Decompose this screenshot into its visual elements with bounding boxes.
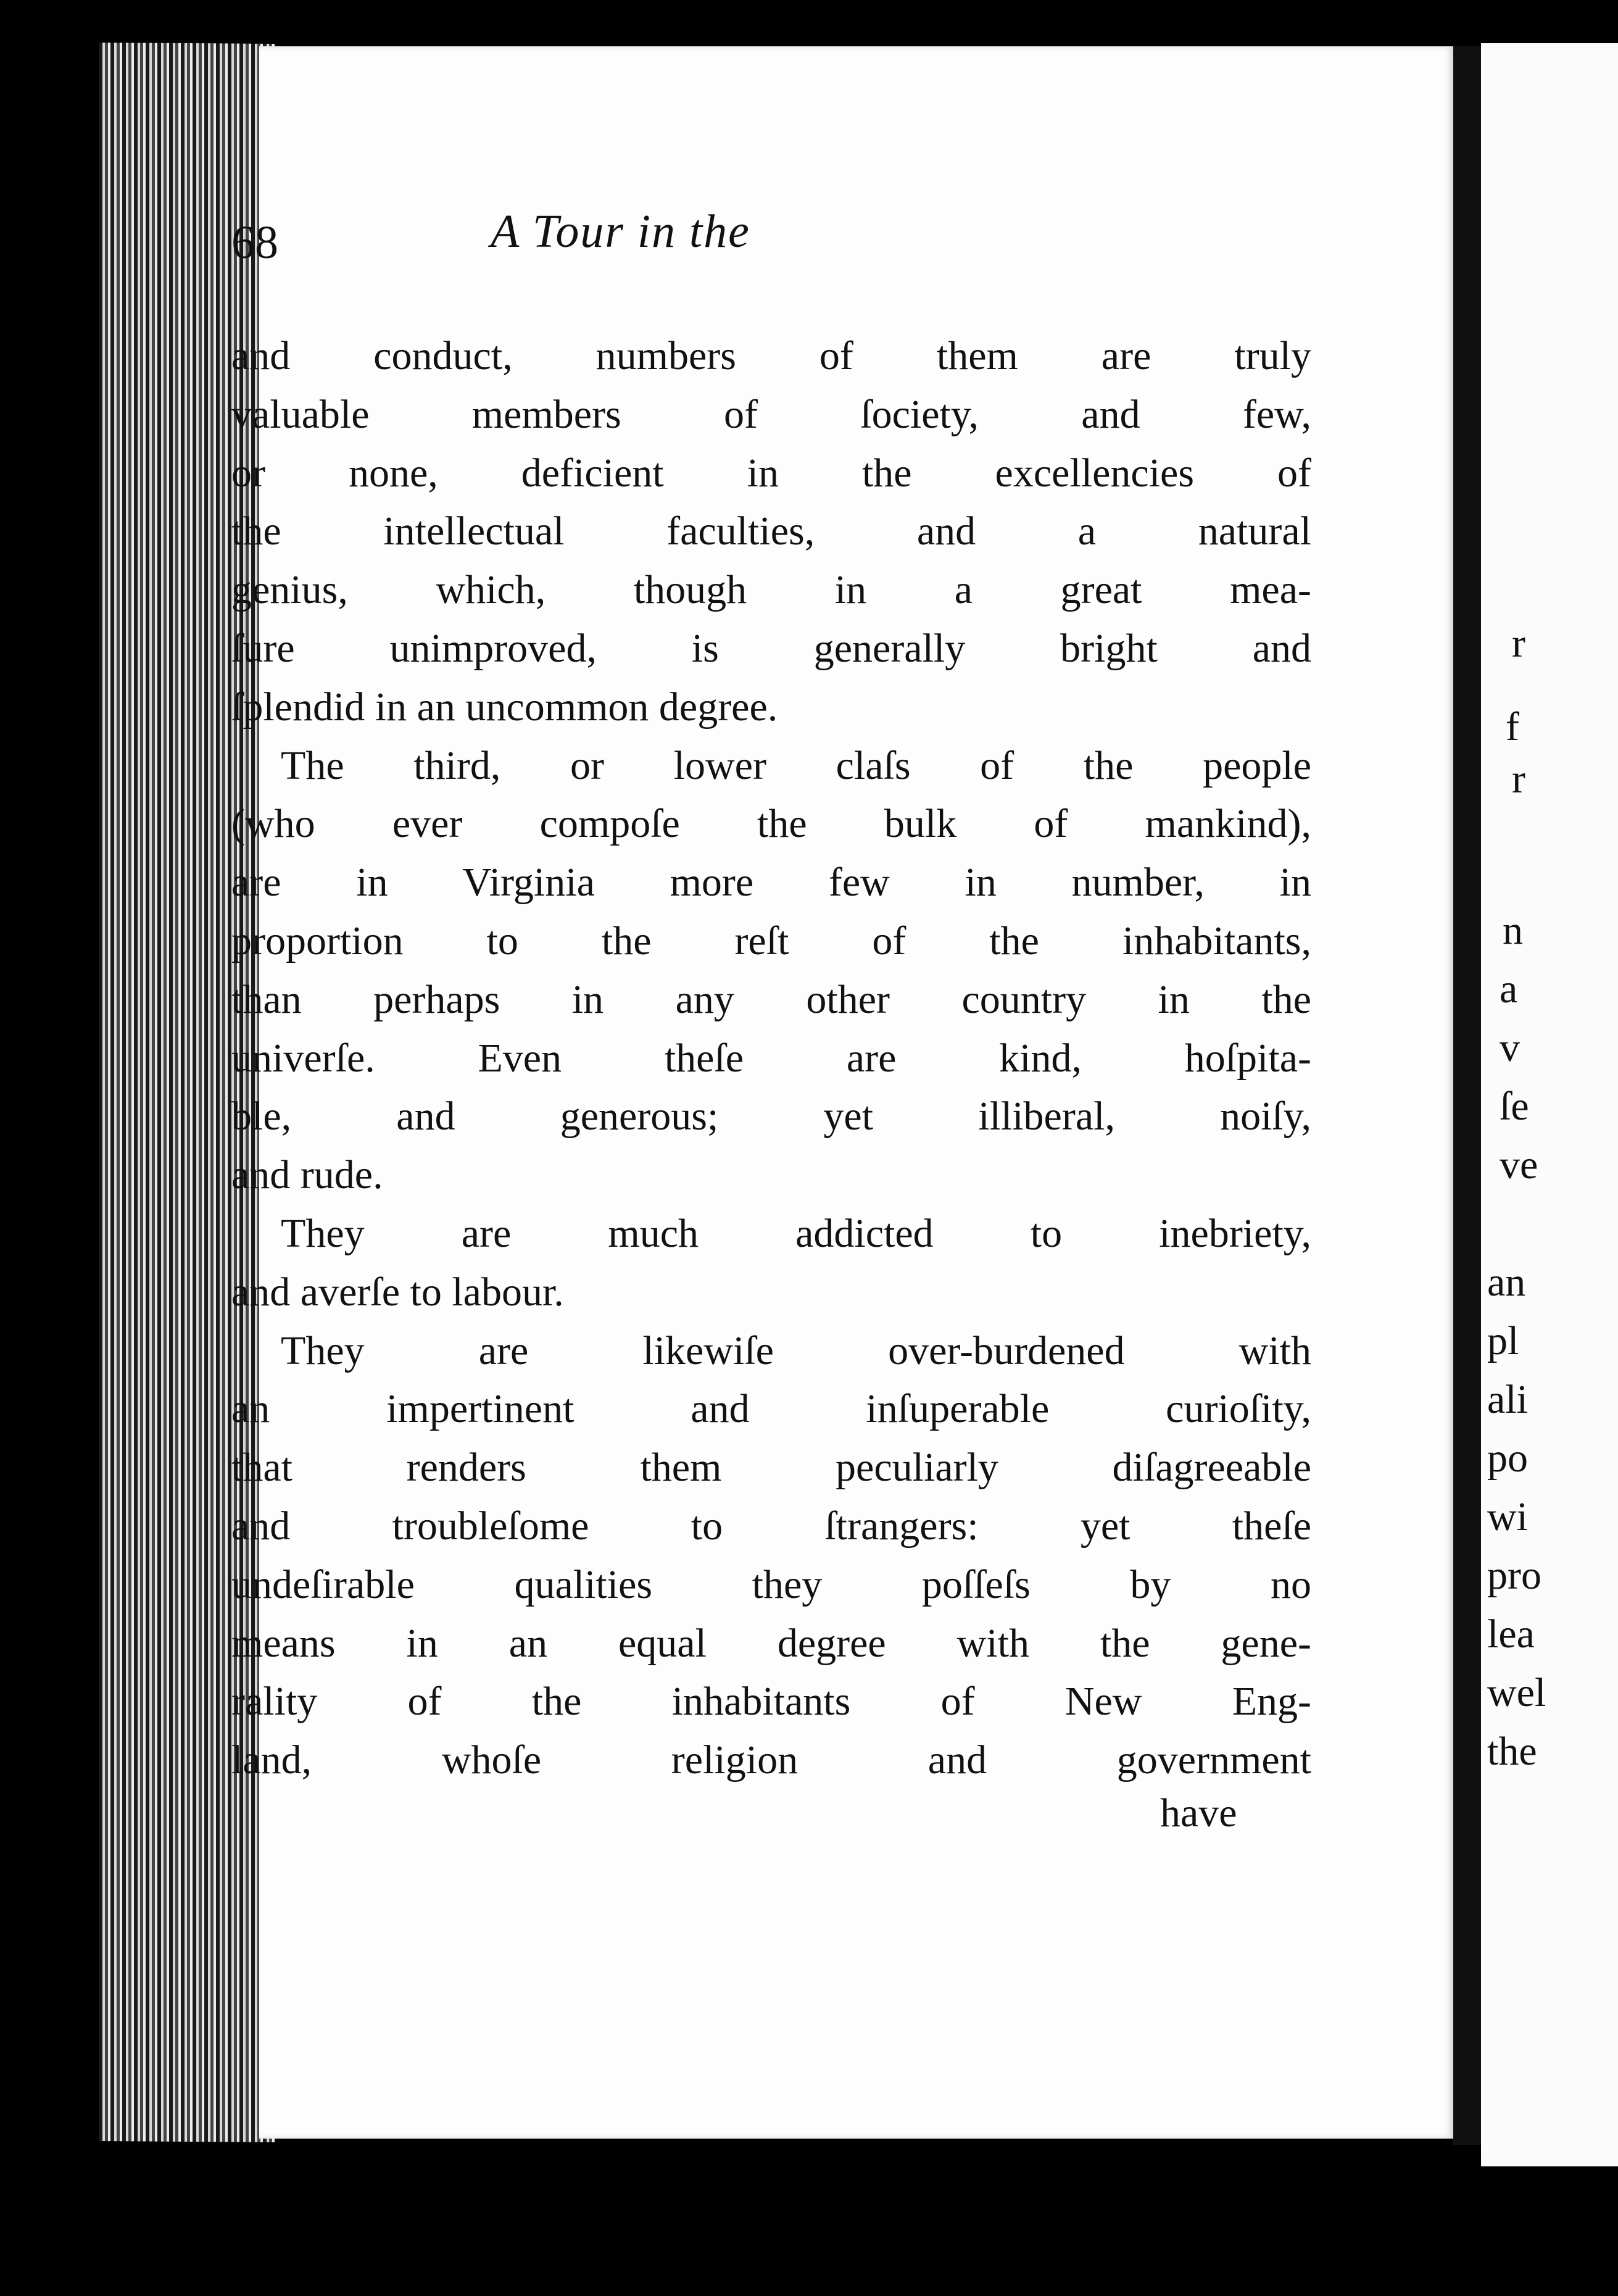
text-line: ſplendid in an uncommon degree. — [231, 684, 778, 730]
text-line: and rude. — [231, 1152, 383, 1198]
facing-page — [1481, 43, 1618, 2166]
text-line: the intellectual faculties, and a natural — [231, 509, 1311, 554]
text-line: The third, or lower claſs of the people — [281, 742, 1311, 788]
text-line: (who ever compoſe the bulk of mankind), — [231, 801, 1311, 847]
facing-page-fragment: po — [1487, 1436, 1528, 1481]
text-line: They are much addicted to inebriety, — [281, 1210, 1311, 1256]
text-line: ble, and generous; yet illiberal, noiſy, — [231, 1094, 1311, 1139]
running-title: A Tour in the — [491, 206, 750, 257]
page-number: 68 — [231, 217, 278, 268]
text-line: means in an equal degree with the gene- — [231, 1620, 1311, 1666]
text-line: or none, deficient in the excellencies of — [231, 450, 1311, 496]
facing-page-fragment: wi — [1487, 1494, 1528, 1539]
text-line: and conduct, numbers of them are truly — [231, 333, 1311, 378]
facing-page-fragment: ſe — [1500, 1084, 1529, 1129]
facing-page-fragment: v — [1500, 1025, 1520, 1070]
text-line: land, whoſe religion and government — [231, 1737, 1311, 1783]
facing-page-fragment: ali — [1487, 1377, 1528, 1422]
text-line: They are likewiſe over-burdened with — [281, 1328, 1311, 1373]
running-head — [231, 198, 1311, 272]
facing-page-fragment: an — [1487, 1260, 1526, 1305]
text-line: ſure unimproved, is generally bright and — [231, 625, 1311, 671]
facing-page-fragment: wel — [1487, 1670, 1546, 1715]
text-line: are in Virginia more few in number, in — [231, 860, 1311, 905]
text-line: proportion to the reſt of the inhabitants, — [231, 918, 1311, 963]
text-line: valuable members of ſociety, and few, — [231, 391, 1311, 437]
text-line: than perhaps in any other country in the — [231, 976, 1311, 1022]
text-line: and averſe to labour. — [231, 1269, 564, 1315]
body-text — [231, 327, 1311, 1790]
text-line: undeſirable qualities they poſſeſs by no — [231, 1562, 1311, 1607]
text-line: genius, which, though in a great mea- — [231, 567, 1311, 613]
facing-page-fragment: lea — [1487, 1612, 1535, 1657]
facing-page-fragment: r — [1512, 757, 1525, 802]
facing-page-fragment: pro — [1487, 1553, 1541, 1598]
facing-page-fragment: r — [1512, 621, 1525, 666]
facing-page-fragment: the — [1487, 1729, 1537, 1774]
text-line: and troubleſome to ſtrangers: yet theſe — [231, 1503, 1311, 1549]
text-line: univerſe. Even theſe are kind, hoſpita- — [231, 1035, 1311, 1081]
book-gutter — [1453, 46, 1481, 2145]
facing-page-fragment: ve — [1500, 1142, 1538, 1188]
facing-page-fragment: pl — [1487, 1318, 1519, 1363]
text-line: rality of the inhabitants of New Eng- — [231, 1679, 1311, 1724]
facing-page-text — [1481, 43, 1618, 2166]
text-line: that renders them peculiarly diſagreeable — [231, 1445, 1311, 1491]
facing-page-fragment: f — [1506, 704, 1519, 749]
text-line: an impertinent and inſuperable curioſity, — [231, 1386, 1311, 1432]
facing-page-fragment: a — [1500, 967, 1518, 1012]
catchword: have — [1160, 1791, 1237, 1836]
facing-page-fragment: n — [1503, 908, 1523, 953]
